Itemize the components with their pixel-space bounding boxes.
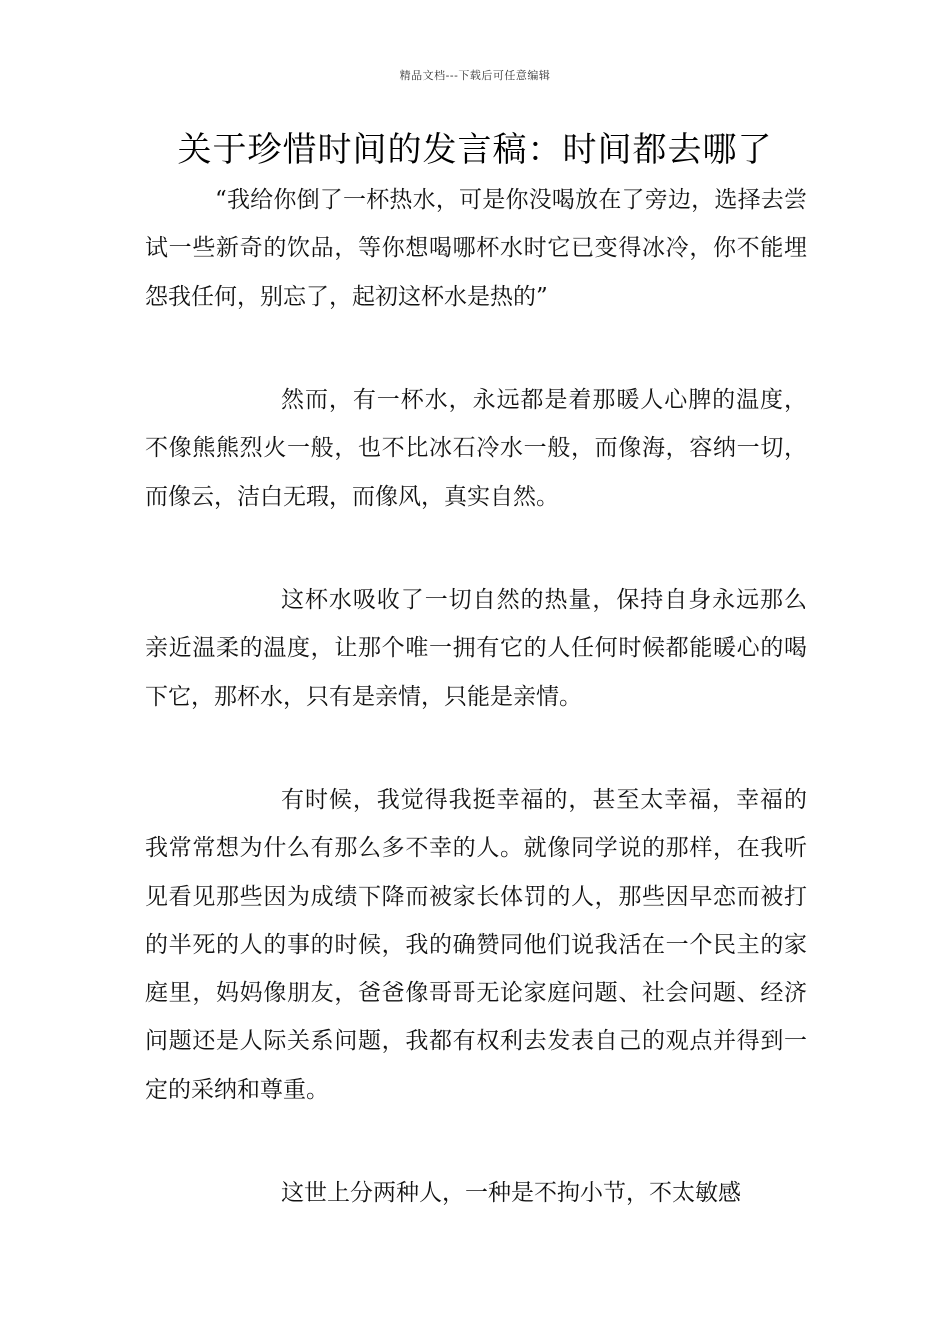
paragraph-5: 这世上分两种人，一种是不拘小节，不太敏感 xyxy=(281,1180,741,1206)
paragraph-3: 这杯水吸收了一切自然的热量，保持自身永远那么亲近温柔的温度，让那个唯一拥有它的人任何时候都能暖心的喝下它，那杯水，只有是亲情，只能是亲情。 xyxy=(145,587,807,710)
document-title: 关于珍惜时间的发言稿：时间都去哪了 xyxy=(177,130,773,170)
paragraph-2: 然而，有一杯水，永远都是着那暖人心脾的温度，不像熊熊烈火一般，也不比冰石冷水一般，而像海，容纳一切，而像云，洁白无瑕，而像风，真实自然。 xyxy=(145,387,807,510)
paragraph-1: “我给你倒了一杯热水，可是你没喝放在了旁边，选择去尝试一些新奇的饮品，等你想喝哪杯水时它已变得冰冷，你不能埋怨我任何，别忘了，起初这杯水是热的” xyxy=(145,187,807,310)
page-header: 精品文档---下载后可任意编辑 xyxy=(399,69,551,82)
paragraph-4: 有时候，我觉得我挺幸福的，甚至太幸福，幸福的我常常想为什么有那么多不幸的人。就像同学说的那样，在我听见看见那些因为成绩下降而被家长体罚的人，那些因早恋而被打的半死的人的事的时候，我的确赞同他们说我活在一个民主的家庭里，妈妈像朋友，爸爸像哥哥无论家庭问题、社会问题、经济问题还是人际关系问题，我都有权利去发表自己的观点并得到一定的采纳和尊重。 xyxy=(145,787,807,1103)
